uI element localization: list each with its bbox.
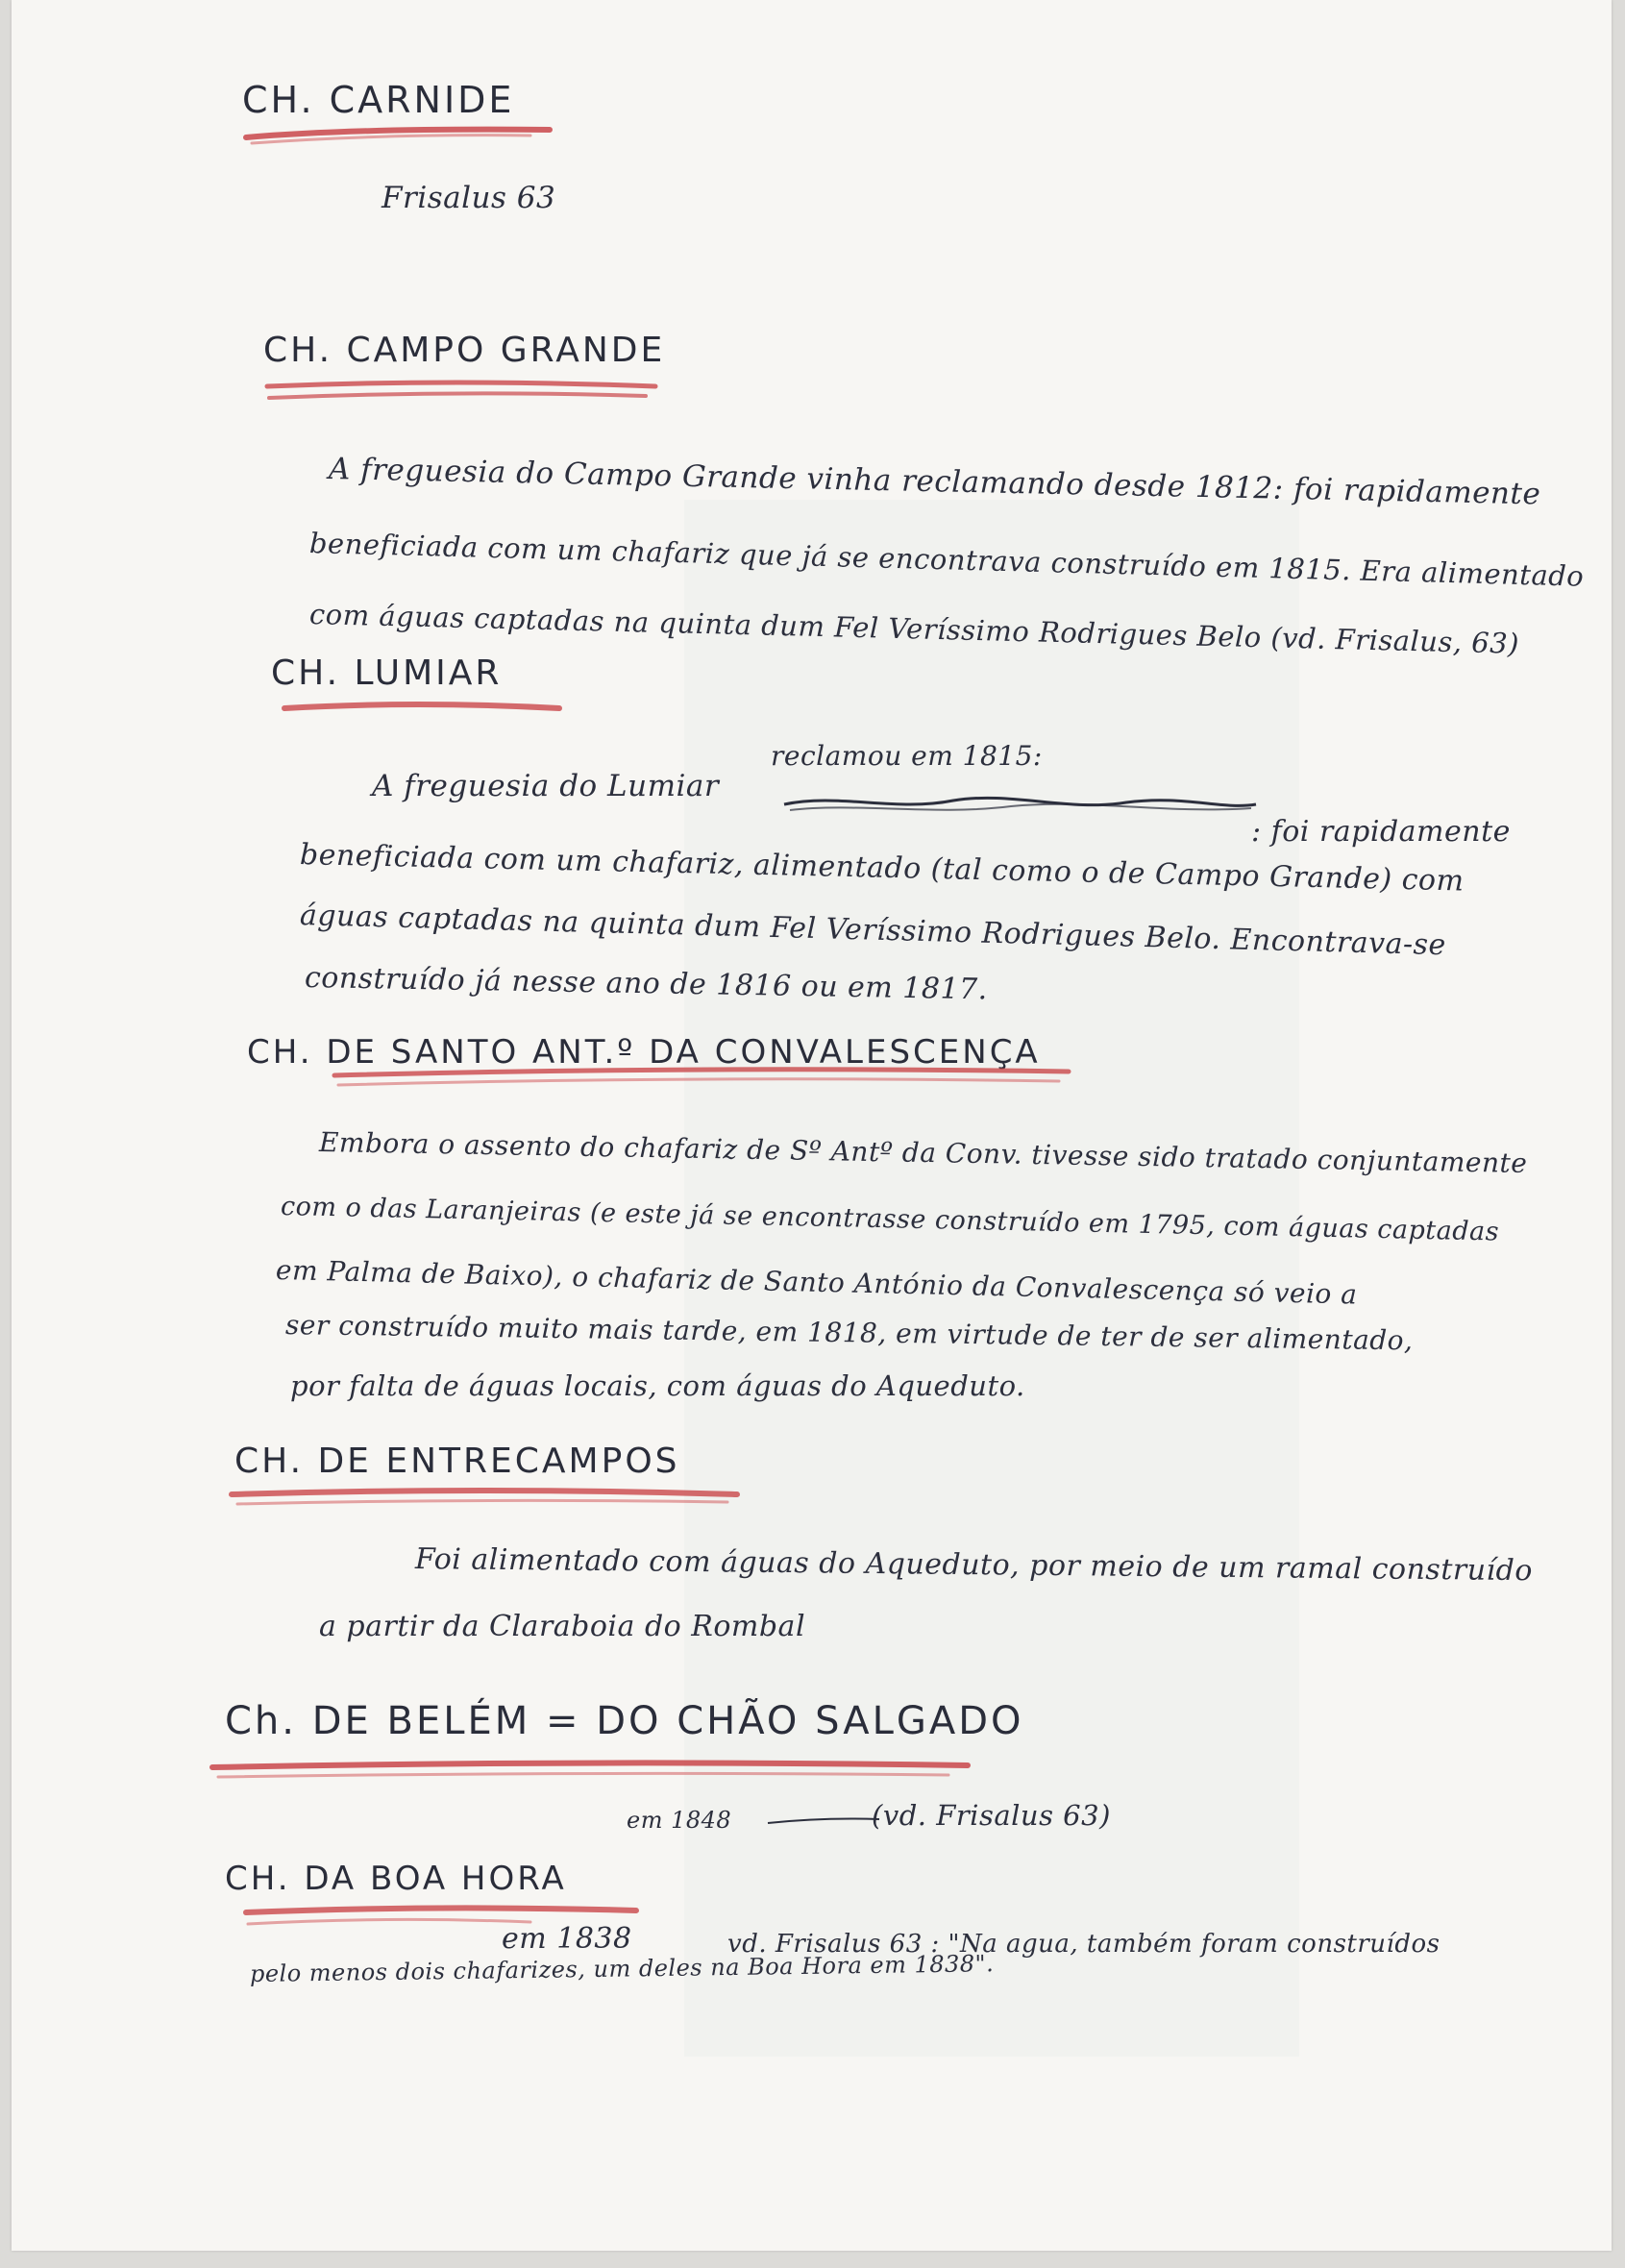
lumiar-line-3: águas captadas na quinta dum Fel Veríssimo Rodrigues Belo. Encontrava-se xyxy=(299,899,1447,963)
heading-convalescenca: CH. DE SANTO ANT.º DA CONVALESCENÇA xyxy=(247,1033,1041,1072)
heading-entrecampos: CH. DE ENTRECAMPOS xyxy=(234,1442,680,1481)
heading-lumiar: CH. LUMIAR xyxy=(271,653,503,693)
campo-grande-line-1: A freguesia do Campo Grande vinha reclamando desde 1812: foi rapidamente xyxy=(328,452,1541,512)
underline-carnide xyxy=(242,120,559,149)
lumiar-line-1: A freguesia do Lumiar xyxy=(372,769,720,803)
struck-out-text xyxy=(780,783,1261,822)
lumiar-line-2: beneficiada com um chafariz, alimentado (tal como o de Campo Grande) com xyxy=(299,838,1465,899)
underline-lumiar xyxy=(281,697,569,720)
convalescenca-line-4: ser construído muito mais tarde, em 1818, em virtude de ter de ser alimentado, xyxy=(284,1309,1414,1357)
belem-connector-line xyxy=(766,1812,881,1831)
lumiar-line-1-tail: : foi rapidamente xyxy=(1251,815,1511,849)
carnide-note: Frisalus 63 xyxy=(382,181,556,215)
boa-hora-year: em 1838 xyxy=(502,1922,632,1956)
document-page xyxy=(12,0,1612,2251)
heading-belem: Ch. DE BELÉM = DO CHÃO SALGADO xyxy=(225,1699,1024,1743)
heading-boa-hora: CH. DA BOA HORA xyxy=(225,1860,567,1898)
heading-carnide: CH. CARNIDE xyxy=(242,79,515,121)
boa-hora-line-2: pelo menos dois chafarizes, um deles na Boa Hora em 1838". xyxy=(249,1950,995,1987)
convalescenca-line-5: por falta de águas locais, com águas do Aqueduto. xyxy=(290,1369,1025,1402)
underline-entrecampos xyxy=(228,1485,747,1514)
campo-grande-line-2: beneficiada com um chafariz que já se encontrava construído em 1815. Era alimentado xyxy=(308,527,1585,593)
entrecampos-line-2: a partir da Claraboia do Rombal xyxy=(319,1610,806,1643)
underline-belem xyxy=(209,1754,977,1787)
boa-hora-ref: vd. Frisalus 63 : "Na agua, também foram construídos xyxy=(727,1930,1440,1959)
underline-convalescenca xyxy=(329,1062,1078,1095)
heading-campo-grande: CH. CAMPO GRANDE xyxy=(263,331,666,370)
campo-grande-line-3: com águas captadas na quinta dum Fel Veríssimo Rodrigues Belo (vd. Frisalus, 63) xyxy=(308,598,1520,660)
convalescenca-line-1: Embora o assento do chafariz de Sº Antº da Conv. tivesse sido tratado conjuntamente xyxy=(318,1126,1528,1179)
lumiar-insertion: reclamou em 1815: xyxy=(771,740,1043,772)
belem-year: em 1848 xyxy=(627,1807,732,1834)
belem-ref: (vd. Frisalus 63) xyxy=(872,1799,1111,1832)
underline-campo-grande xyxy=(261,375,665,407)
convalescenca-line-2: com o das Laranjeiras (e este já se encontrasse construído em 1795, com águas captadas xyxy=(280,1192,1500,1247)
lumiar-line-4: construído já nesse ano de 1816 ou em 1817. xyxy=(304,961,988,1007)
entrecampos-line-1: Foi alimentado com águas do Aqueduto, por meio de um ramal construído xyxy=(414,1542,1534,1589)
convalescenca-line-3: em Palma de Baixo), o chafariz de Santo António da Convalescença só veio a xyxy=(275,1254,1358,1311)
